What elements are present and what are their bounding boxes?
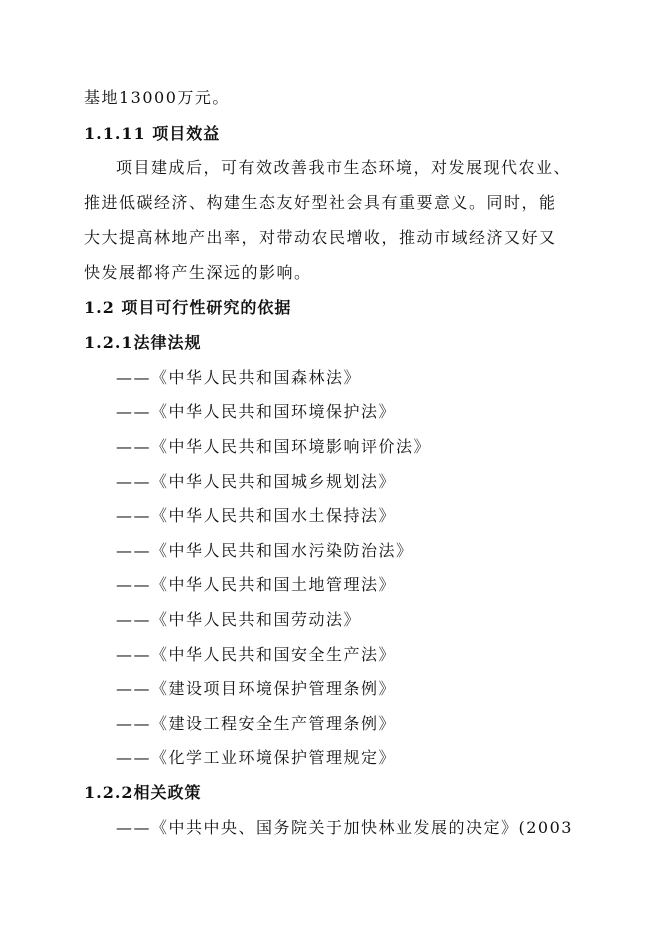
- paragraph-line: 推进低碳经济、构建生态友好型社会具有重要意义。同时，能: [84, 193, 557, 212]
- law-list-item: ——《中华人民共和国环境保护法》: [116, 402, 397, 421]
- law-list-item: ——《中华人民共和国劳动法》: [116, 610, 362, 629]
- section-heading-1-2-2: 1.2.2相关政策: [84, 783, 202, 802]
- law-list-item: ——《中华人民共和国水土保持法》: [116, 506, 397, 525]
- law-list-item: ——《中华人民共和国土地管理法》: [116, 575, 397, 594]
- law-list-item: ——《建设工程安全生产管理条例》: [116, 714, 397, 733]
- law-list-item: ——《建设项目环境保护管理条例》: [116, 679, 397, 698]
- section-heading-1-1-11: 1.1.11 项目效益: [84, 124, 221, 143]
- section-heading-1-2: 1.2 项目可行性研究的依据: [84, 298, 292, 317]
- paragraph-line: 快发展都将产生深远的影响。: [84, 263, 312, 282]
- paragraph-line: 基地13000万元。: [84, 88, 230, 107]
- paragraph-line: 大大提高林地产出率，对带动农民增收，推动市域经济又好又: [84, 228, 557, 247]
- section-heading-1-2-1: 1.2.1法律法规: [84, 333, 202, 352]
- law-list-item: ——《中华人民共和国环境影响评价法》: [116, 437, 432, 456]
- paragraph-line: 项目建成后，可有效改善我市生态环境，对发展现代农业、: [116, 158, 572, 177]
- law-list-item: ——《中华人民共和国森林法》: [116, 368, 362, 387]
- law-list-item: ——《中华人民共和国城乡规划法》: [116, 472, 397, 491]
- law-list-item: ——《化学工业环境保护管理规定》: [116, 748, 397, 767]
- law-list-item: ——《中华人民共和国水污染防治法》: [116, 541, 414, 560]
- law-list-item: ——《中华人民共和国安全生产法》: [116, 645, 397, 664]
- policy-list-item: ——《中共中央、国务院关于加快林业发展的决定》(2003: [116, 818, 573, 837]
